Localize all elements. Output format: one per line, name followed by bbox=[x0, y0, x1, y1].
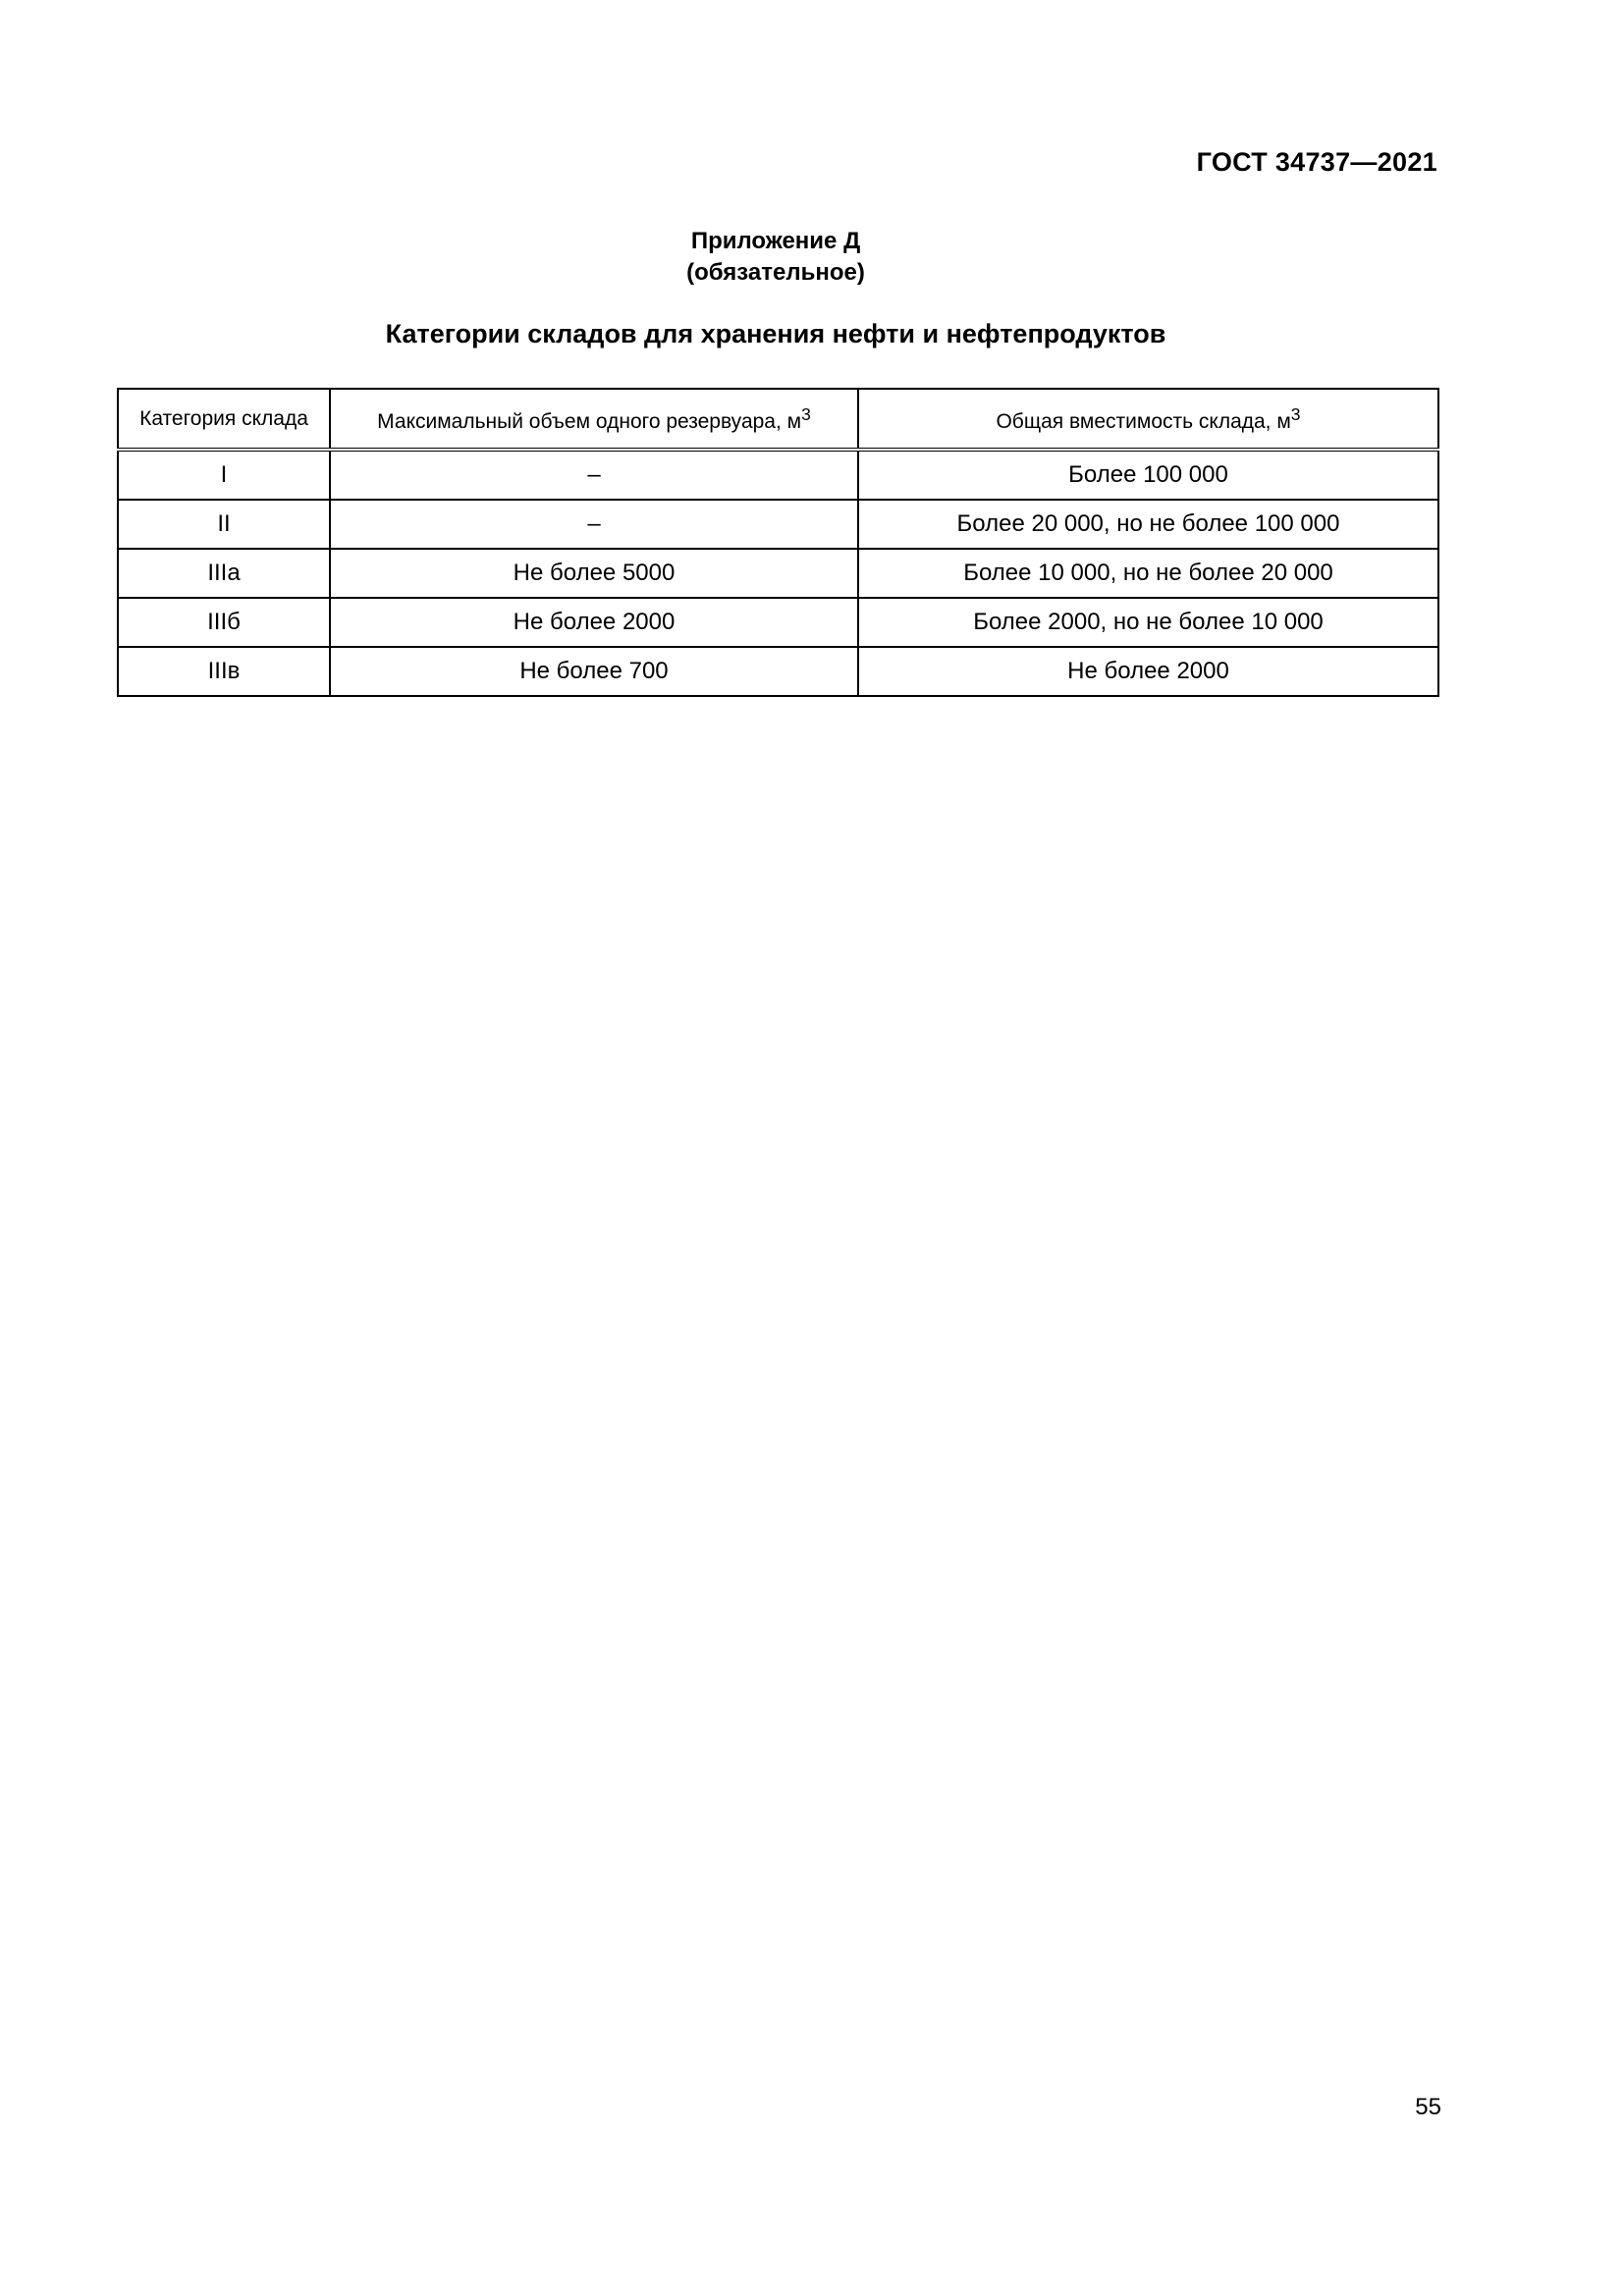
cell-category: IIIб bbox=[118, 598, 330, 647]
cell-max-volume: Не более 700 bbox=[330, 647, 858, 696]
table-row bbox=[118, 500, 1438, 549]
cell-total-capacity: Более 2000, но не более 10 000 bbox=[858, 598, 1438, 647]
cell-max-volume: Не более 5000 bbox=[330, 549, 858, 598]
annex-heading bbox=[0, 226, 1551, 289]
annex-status: (обязательное) bbox=[686, 259, 865, 286]
annex-title: Приложение Д bbox=[690, 228, 861, 254]
column-header-total-capacity: Общая вместимость склада, $м^3$ bbox=[858, 389, 1438, 450]
warehouse-categories-table bbox=[117, 388, 1439, 697]
cell-total-capacity: Более 10 000, но не более 20 000 bbox=[858, 549, 1438, 598]
column-header-max-volume: Максимальный объем одного резервуара, $м^3$ bbox=[330, 389, 858, 450]
cell-category: I bbox=[118, 450, 330, 500]
cell-max-volume: – bbox=[330, 500, 858, 549]
table-row bbox=[118, 450, 1438, 500]
table-row bbox=[118, 598, 1438, 647]
table-row bbox=[118, 647, 1438, 696]
document-code: ГОСТ 34737—2021 bbox=[1196, 147, 1437, 177]
table-row bbox=[118, 549, 1438, 598]
cell-category: IIIа bbox=[118, 549, 330, 598]
table-header-row bbox=[118, 389, 1438, 450]
cell-max-volume: – bbox=[330, 450, 858, 500]
cell-category: IIIв bbox=[118, 647, 330, 696]
cell-total-capacity: Не более 2000 bbox=[858, 647, 1438, 696]
cell-total-capacity: Более 20 000, но не более 100 000 bbox=[858, 500, 1438, 549]
column-header-category: Категория склада bbox=[118, 389, 330, 450]
table-title: Категории складов для хранения нефти и нефтепродуктов bbox=[385, 319, 1166, 348]
page-number: 55 bbox=[1415, 2094, 1441, 2120]
cell-total-capacity: Более 100 000 bbox=[858, 450, 1438, 500]
cell-category: II bbox=[118, 500, 330, 549]
cell-max-volume: Не более 2000 bbox=[330, 598, 858, 647]
